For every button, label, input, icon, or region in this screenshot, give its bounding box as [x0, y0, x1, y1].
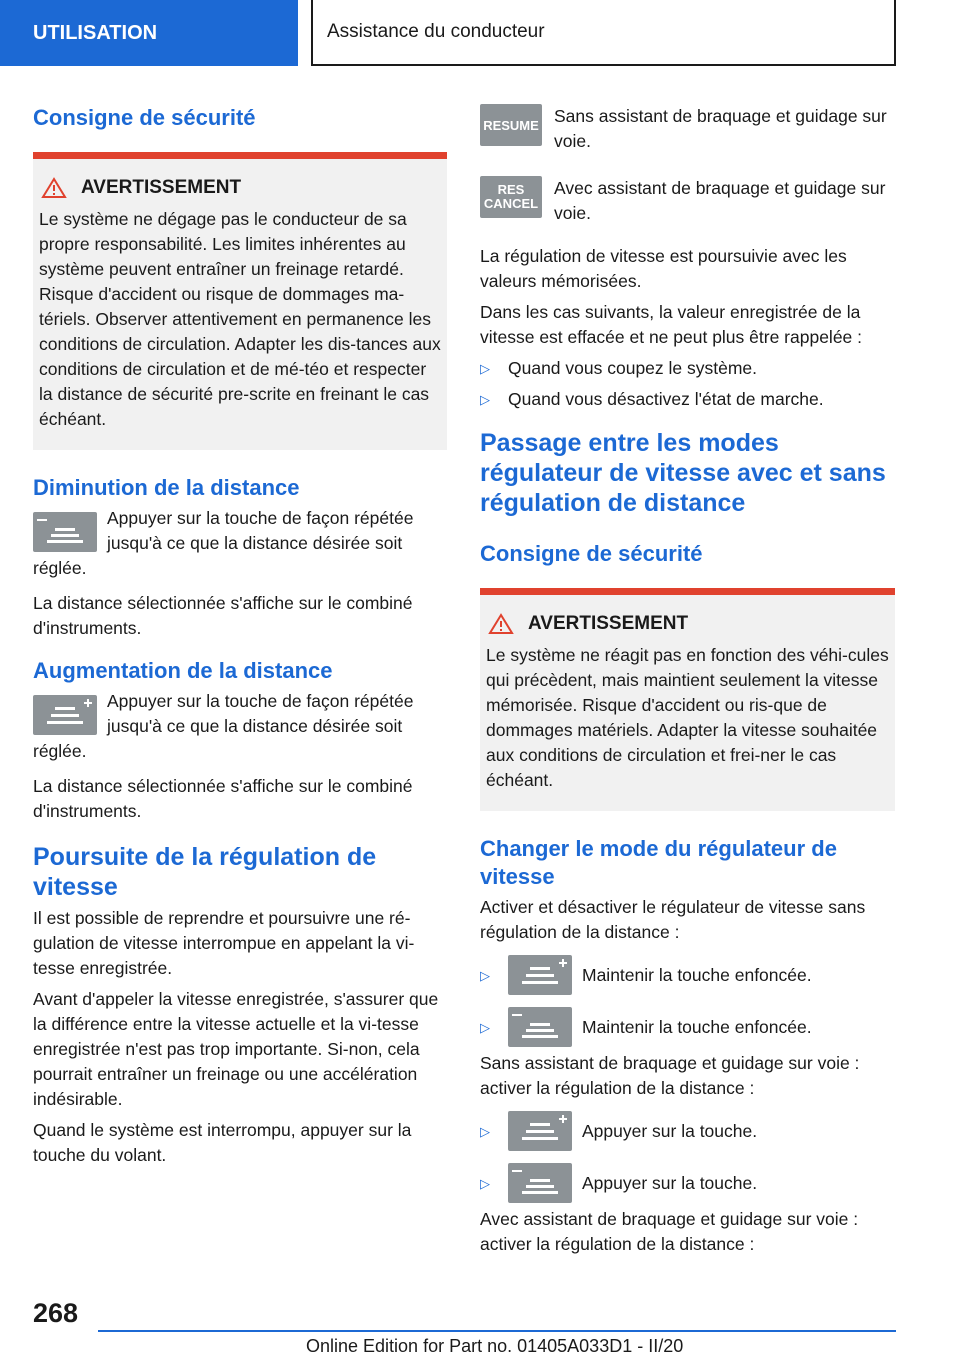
warning-title-right: AVERTISSEMENT: [528, 613, 689, 634]
warning-title: AVERTISSEMENT: [81, 177, 242, 198]
change-mode-heading: Changer le mode du régulateur de vitesse: [480, 836, 837, 889]
warning-triangle-icon: [488, 613, 514, 635]
switch-modes-heading: Passage entre les modes régulateur de vitesse avec et sans régulation de distance: [480, 429, 886, 517]
res-cancel-button-icon: [480, 176, 542, 218]
bullet-icon: ▷: [480, 967, 490, 983]
distance-increase-button-icon: [33, 695, 97, 735]
chapter-title: Assistance du conducteur: [327, 21, 545, 42]
edition-footer: Online Edition for Part no. 01405A033D1 - II/20: [306, 1336, 684, 1356]
bullet-icon: ▷: [480, 361, 490, 376]
decrease-note: La distance sélectionnée s'affiche sur le combiné d'instruments.: [33, 593, 413, 638]
continue-text: La régulation de vitesse est poursuivie avec les valeurs mémorisées.: [480, 246, 847, 291]
distance-increase-button-icon: [508, 1111, 572, 1151]
rescancel-button-row: [480, 176, 895, 226]
increase-note: La distance sélectionnée s'affiche sur le combiné d'instruments.: [33, 776, 413, 821]
footer-divider: [98, 1330, 896, 1332]
list-item: ▷ Appuyer sur la touche.: [480, 1111, 895, 1151]
warning-text: Le système ne dégage pas le conducteur de sa propre responsabilité. Les limites inhérentes au système peuvent entraîner un freinage retardé. Risque d'accident ou risque de dommages ma-tériels. Observer attentivement en permanence les conditions de circulation. Adapter les dis-tances aux conditions de circulation et de mé-téo et respecter la distance de sécurité pre-scrite en freinant le cas échéant.: [39, 209, 441, 429]
section-title: UTILISATION: [33, 21, 158, 44]
distance-decrease-button-icon: [508, 1007, 572, 1047]
safety-heading: Consigne de sécurité: [33, 105, 256, 130]
resume-p3: Quand le système est interrompu, appuyer sur la touche du volant.: [33, 1120, 412, 1165]
warning-text-right: Le système ne réagit pas en fonction des véhi-cules qui précèdent, mais maintient seulement la vitesse mémorisée. Risque d'accident ou ris-que de dommages matériels. Adapter la vitesse souhaitée aux conditions de circulation et frei-ner le cas échéant.: [486, 645, 889, 790]
resume-heading: Poursuite de la régulation de vitesse: [33, 843, 377, 901]
list-item: ▷ Quand vous coupez le système.: [480, 356, 895, 381]
increase-block: [33, 689, 447, 764]
section-tab: [0, 0, 298, 66]
with-assist-text: Avec assistant de braquage et guidage sur voie : activer la régulation de la distance :: [480, 1209, 859, 1254]
without-assist-text: Sans assistant de braquage et guidage sur voie : activer la régulation de la distance :: [480, 1053, 860, 1098]
warning-triangle-icon: [41, 177, 67, 199]
resume-p2: Avant d'appeler la vitesse enregistrée, s'assurer que la différence entre la vitesse actuelle et la vi-tesse enregistrée n'est pas trop importante. Si-non, cela pourrait entraîner un freinage ou une accélération indésirable.: [33, 989, 439, 1109]
cases-text: Dans les cas suivants, la valeur enregistrée de la vitesse est effacée et ne peut plus être rappelée :: [480, 302, 863, 347]
increase-text: Appuyer sur la touche de façon répétée jusqu'à ce que la distance désirée soit réglée.: [33, 691, 414, 761]
decrease-block: [33, 506, 447, 581]
increase-distance-heading: Augmentation de la distance: [33, 658, 333, 683]
list-item: ▷ Maintenir la touche enfoncée.: [480, 1007, 895, 1047]
change-intro: Activer et désactiver le régulateur de vitesse sans régulation de la distance :: [480, 897, 866, 942]
distance-decrease-button-icon: [508, 1163, 572, 1203]
res-label: RES: [497, 182, 525, 197]
distance-decrease-button-icon: [33, 512, 97, 552]
decrease-text: Appuyer sur la touche de façon répétée jusqu'à ce que la distance désirée soit réglée.: [33, 508, 414, 578]
bullet-icon: ▷: [480, 392, 490, 407]
bullet-icon: ▷: [480, 1123, 490, 1139]
list-item: ▷ Maintenir la touche enfoncée.: [480, 955, 895, 995]
resume-p1: Il est possible de reprendre et poursuivre une ré-gulation de vitesse interrompue en appelant la vi-tesse enregistrée.: [33, 908, 415, 978]
resume-button-label: RESUME: [483, 117, 539, 133]
chapter-header: [311, 0, 896, 66]
warning-box-right: [480, 588, 895, 811]
right-column: [480, 104, 895, 1257]
list-item: ▷ Quand vous désactivez l'état de marche.: [480, 387, 895, 412]
bullet-icon: ▷: [480, 1019, 490, 1035]
rescancel-button-text: Avec assistant de braquage et guidage sur voie.: [554, 178, 886, 223]
safety-heading-right: Consigne de sécurité: [480, 541, 703, 566]
warning-box: [33, 152, 447, 450]
resume-button-row: [480, 104, 895, 154]
cancel-label: CANCEL: [483, 196, 539, 211]
list-item: ▷ Appuyer sur la touche.: [480, 1163, 895, 1203]
resume-button-text: Sans assistant de braquage et guidage sur voie.: [554, 106, 887, 151]
left-column: [33, 100, 447, 1168]
bullet-icon: ▷: [480, 1175, 490, 1191]
resume-button-icon: [480, 104, 542, 146]
distance-increase-button-icon: [508, 955, 572, 995]
page-number: 268: [33, 1298, 79, 1328]
decrease-distance-heading: Diminution de la distance: [33, 475, 300, 500]
